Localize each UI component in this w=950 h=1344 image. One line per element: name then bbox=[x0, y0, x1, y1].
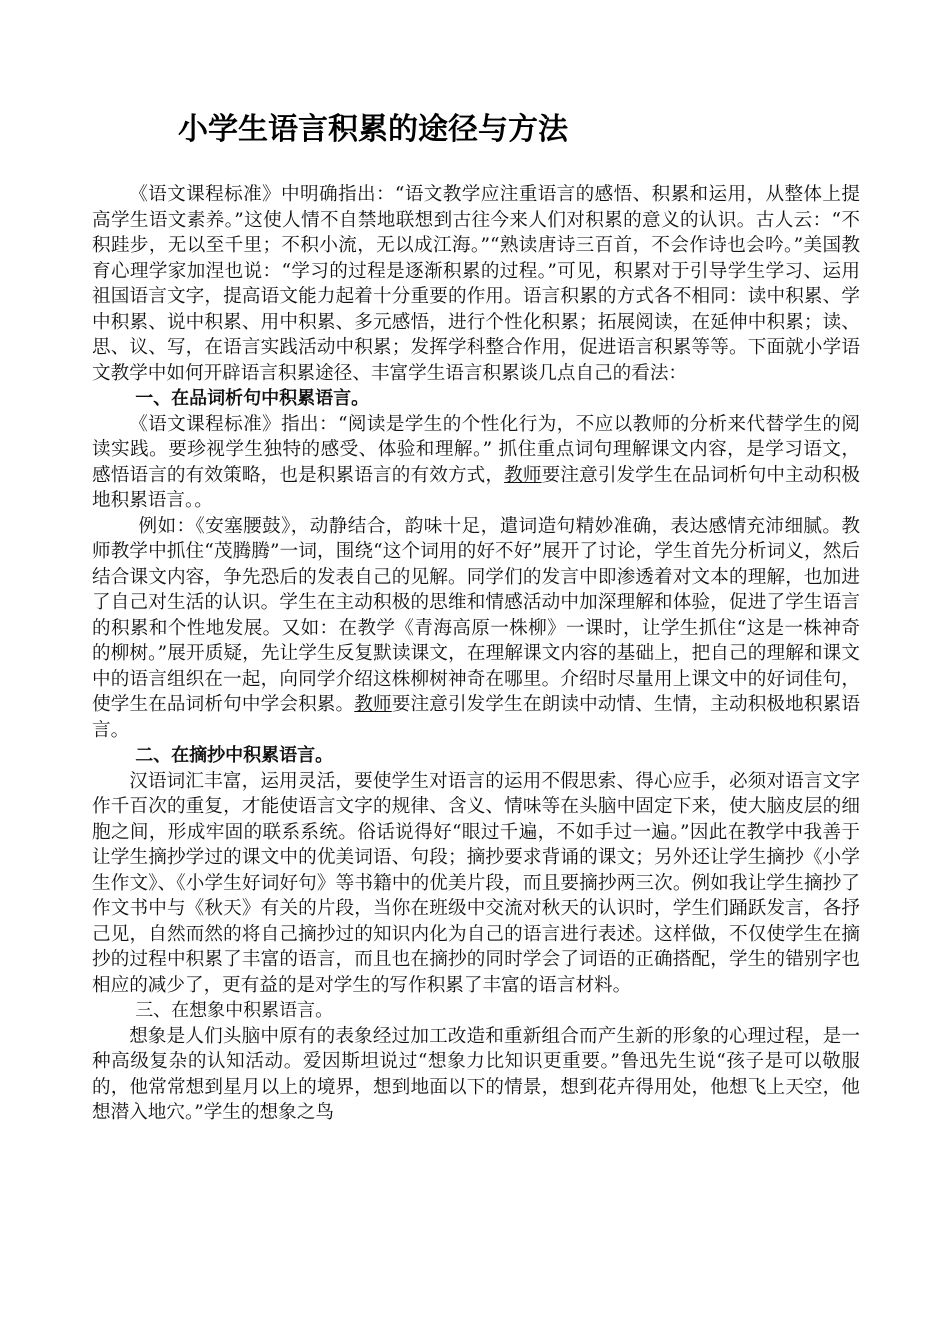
section-1-paragraph-1 bbox=[92, 412, 860, 514]
section-1-heading: 一、在品词析句中积累语言。 bbox=[135, 388, 370, 409]
document-body bbox=[92, 182, 860, 1126]
teacher-link-2[interactable]: 教师 bbox=[354, 694, 392, 715]
intro-paragraph: 《语文课程标准》中明确指出：“语文教学应注重语言的感悟、积累和运用，从整体上提高学生语文素养。”这使人情不自禁地联想到古往今来人们对积累的意义的认识。古人云：“不积跬步，无以至千里；不积小流，无以成江海。”“熟读唐诗三百首，不会作诗也会吟。”美国教育心理学家加涅也说：“学习的过程是逐渐积累的过程。”可见，积累对于引导学生学习、运用祖国语言文字，提高语文能力起着十分重要的作用。语言积累的方式各不相同：读中积累、学中积累、说中积累、用中积累、多元感悟，进行个性化积累；拓展阅读，在延伸中积累；读、思、议、写，在语言实践活动中积累；发挥学科整合作用，促进语言积累等等。下面就小学语文教学中如何开辟语言积累途径、丰富学生语言积累谈几点自己的看法： bbox=[92, 184, 860, 384]
section-3-paragraph-1: 想象是人们头脑中原有的表象经过加工改造和重新组合而产生新的形象的心理过程，是一种高级复杂的认知活动。爱因斯坦说过“想象力比知识更重要。”鲁迅先生说“孩子是可以敬服的，他常常想到星月以上的境界，想到地面以下的情景，想到花卉得用处，他想飞上天空，他想潜入地穴。”学生的想象之鸟 bbox=[92, 1025, 860, 1123]
section-1-p2-text-a: 例如：《安塞腰鼓》，动静结合，韵味十足，遣词造句精妙准确，表达感情充沛细腻。教师教学中抓住“茂腾腾”一词，围绕“这个词用的好不好”展开了讨论，学生首先分析词义，然后结合课文内容，争先恐后的发表自己的见解。同学们的发言中即渗透着对文本的理解，也加进了自己对生活的认识。学生在主动积极的思维和情感活动中加深理解和体验，促进了学生语言的积累和个性地发展。又如：在教学《青海高原一株柳》一课时，让学生抓住“这是一株神奇的柳树。”展开质疑，先让学生反复默读课文，在理解课文内容的基础上，把自己的理解和课文中的语言组织在一起，向同学介绍这株柳树神奇在哪里。介绍时尽量用上课文中的好词佳句，使学生在品词析句中学会积累。 bbox=[92, 515, 860, 715]
teacher-link[interactable]: 教师 bbox=[504, 464, 542, 486]
section-1-p1-text-b: 要注意引发学生在品词析句中主动积极地积累语言。。 bbox=[92, 464, 860, 511]
section-1-p1-text-a: 《语文课程标准》指出：“阅读是学生的个性化行为，不应以教师的分析来代替学生的阅读实践。要珍视学生独特的感受、体验和理解。” 抓住重点词句理解课文内容，是学习语文，感悟语言的有效策略，也是积累语言的有效方式， bbox=[92, 413, 860, 486]
section-3-heading: 三、在想象中积累语言。 bbox=[135, 1000, 334, 1021]
document-title: 小学生语言积累的途径与方法 bbox=[178, 112, 568, 147]
section-2-paragraph-1: 汉语词汇丰富，运用灵活，要使学生对语言的运用不假思索、得心应手，必须对语言文字作千百次的重复，才能使语言文字的规律、含义、情味等在头脑中固定下来，使大脑皮层的细胞之间，形成牢固的联系系统。俗话说得好“眼过千遍，不如手过一遍。”因此在教学中我善于让学生摘抄学过的课文中的优美词语、句段；摘抄要求背诵的课文；另外还让学生摘抄《小学生作文》、《小学生好词好句》等书籍中的优美片段，而且要摘抄两三次。例如我让学生摘抄了作文书中与《秋天》有关的片段，当你在班级中交流对秋天的认识时，学生们踊跃发言，各抒己见，自然而然的将自己摘抄过的知识内化为自己的语言进行表述。这样做，不仅使学生在摘抄的过程中积累了丰富的语言，而且也在摘抄的同时学会了词语的正确搭配，学生的错别字也相应的减少了，更有益的是对学生的写作积累了丰富的语言材料。 bbox=[92, 770, 860, 996]
section-2-heading: 二、在摘抄中积累语言。 bbox=[135, 745, 334, 766]
section-1-paragraph-2 bbox=[92, 514, 860, 744]
section-1-p2-text-b: 要注意引发学生在朗读中动情、生情，主动积极地积累语言。 bbox=[92, 694, 860, 741]
